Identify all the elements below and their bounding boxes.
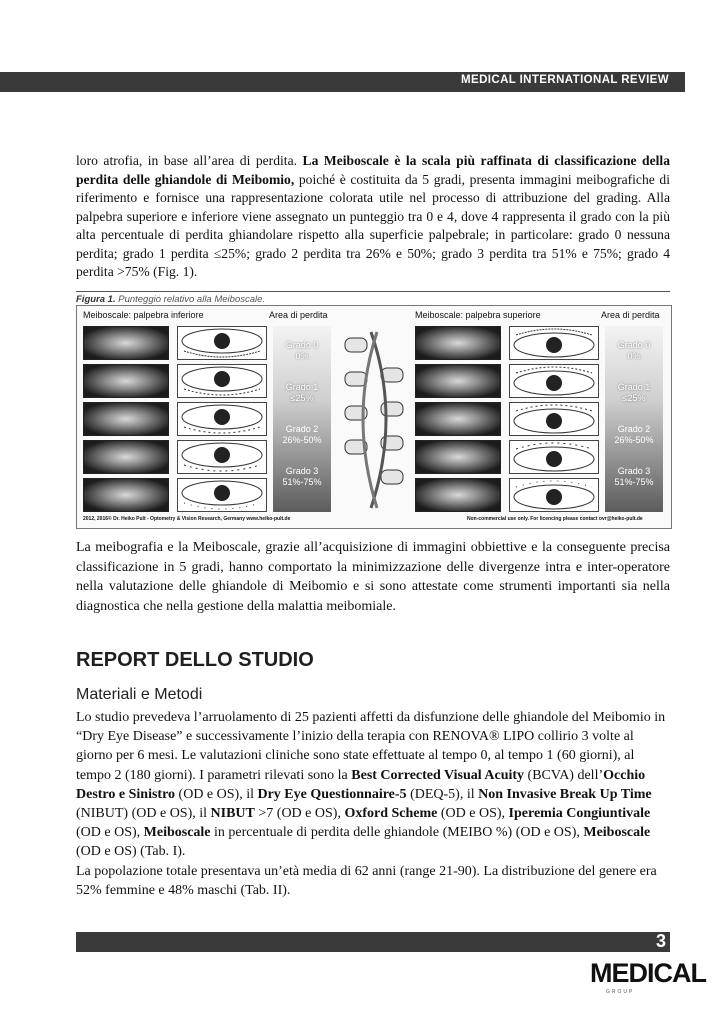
eyelid-drawing <box>509 478 599 512</box>
meibography-photo <box>83 402 169 436</box>
methods-bold: Best Corrected Visual Acuity <box>351 767 525 783</box>
page-number: 3 <box>655 931 666 951</box>
eyelid-drawing <box>177 364 267 398</box>
right-grade-scale <box>605 326 663 512</box>
figure-credit-right: Non-commercial use only. For licencing please contact ovr@heiko-pult.de <box>467 516 643 522</box>
methods-bold: Meiboscale <box>143 825 211 841</box>
methods-text: (BCVA) dell’ <box>524 767 604 783</box>
meibography-photo <box>83 440 169 474</box>
figure-caption-text: Punteggio relativo alla Meiboscale. <box>115 294 266 305</box>
left-photos <box>83 326 169 512</box>
methods-text: (OD e OS) (Tab. I). <box>76 844 186 860</box>
methods-bold: Meiboscale <box>583 825 651 841</box>
left-area-label: Area di perdita <box>269 310 328 320</box>
grade-name: Grado 1 <box>285 382 319 392</box>
figure-credit-left: 2012, 2016© Dr. Heiko Pult - Optometry & Vision Research, Germany www.heiko-pult.de <box>83 516 291 522</box>
meibography-photo <box>83 326 169 360</box>
methods-text: >7 (OD e OS), <box>254 806 345 822</box>
methods-text: La popolazione totale presentava un’età media di 62 anni (range 21-90). La distribuzione del genere era 52% femmine e 48% maschi (Tab. II). <box>76 863 657 898</box>
intro-text-2: poiché è costituita da 5 gradi, presenta immagini meibografiche di riferimento e fornisce una rappresentazione colorata utile nel processo di attribuzione del grading. Alla palpebra superiore e inferiore viene assegnato un punteggio tra 0 e 4, dove 4 rappresenta il grado con la più alta percentuale di perdita ghiandolare rispetto alla superficie palpebrale; in particolare: grado 0 nessuna perdita; grado 1 perdita ≤25%; grado 2 perdita tra 26% e 50%; grado 3 perdita tra 51% e 75%; grado 4 perdita >75% (Fig. 1). <box>76 171 670 279</box>
meibography-photo <box>83 478 169 512</box>
meiboscale-figure <box>76 305 672 529</box>
grade-name: Grado 2 <box>617 424 651 434</box>
meibography-paragraph: La meibografia e la Meiboscale, grazie all’acquisizione di immagini obbiettive e la conseguente precisa classificazione in 5 gradi, hanno comportato la minimizzazione delle divergenze intra e inter-operatore nella valutazione delle ghiandole di Meibomio e si sono attestate come strumenti importanti sia nella diagnostica che nella gestione della malattia meibomiale. <box>76 540 670 614</box>
methods-bold: Occhio Destro e Sinistro <box>76 767 646 802</box>
eyelid-drawing <box>509 364 599 398</box>
eyelid-drawing <box>509 440 599 474</box>
left-grade-scale <box>273 326 331 512</box>
methods-text: (OD e OS), il <box>175 786 258 802</box>
left-panel-title: Meiboscale: palpebra inferiore <box>83 310 204 320</box>
figure-caption <box>76 291 670 305</box>
methods-text: (DEQ-5), il <box>406 786 479 802</box>
methods-text: in percentuale di perdita delle ghiandole (MEIBO %) (OD e OS), <box>210 825 584 841</box>
medical-group-logo: MEDICAL <box>590 958 706 988</box>
grade-name: Grado 3 <box>285 466 319 476</box>
methods-text: (OD e OS), <box>437 806 509 822</box>
grade-value: ≤25% <box>290 393 314 403</box>
methods-bold: Dry Eye Questionnaire-5 <box>257 786 407 802</box>
grade-value: ≤25% <box>622 393 646 403</box>
grade-name: Grado 3 <box>617 466 651 476</box>
meibography-photo <box>415 478 501 512</box>
grade-value: 51%-75% <box>614 477 654 487</box>
right-panel-title: Meiboscale: palpebra superiore <box>415 310 541 320</box>
intro-paragraph <box>76 152 670 282</box>
methods-paragraph <box>76 708 672 900</box>
meibography-photo <box>415 402 501 436</box>
journal-title: MEDICAL INTERNATIONAL REVIEW <box>461 74 669 86</box>
grade-value: 0% <box>627 351 641 361</box>
methods-bold: Oxford Scheme <box>344 806 438 822</box>
eyelid-drawing <box>177 478 267 512</box>
report-heading: REPORT DELLO STUDIO <box>76 649 314 671</box>
meibography-photo <box>415 364 501 398</box>
methods-text: (OD e OS), <box>76 825 144 841</box>
eyelid-drawing <box>177 326 267 360</box>
methods-bold: Iperemia Congiuntivale <box>508 806 651 822</box>
intro-bold: La Meiboscale è la scala più raffinata di classificazione della perdita delle ghiandole di Meibomio, <box>76 153 670 187</box>
right-photos <box>415 326 501 512</box>
meibography-photo <box>83 364 169 398</box>
intro-text-1: loro atrofia, in base all’area di perdita. <box>76 153 303 168</box>
methods-bold: Non Invasive Break Up Time <box>478 786 652 802</box>
meibography-photo <box>415 326 501 360</box>
eyelid-drawing <box>509 402 599 436</box>
grade-name: Grado 1 <box>617 382 651 392</box>
footer-bar <box>76 932 670 952</box>
grade-name: Grado 0 <box>617 340 651 350</box>
meibography-photo <box>415 440 501 474</box>
eyelid-drawing <box>177 402 267 436</box>
header-bar <box>0 72 685 92</box>
eyelid-drawing <box>177 440 267 474</box>
methods-text: (NIBUT) (OD e OS), il <box>76 806 211 822</box>
grade-name: Grado 0 <box>285 340 319 350</box>
right-area-label: Area di perdita <box>601 310 660 320</box>
grade-name: Grado 2 <box>285 424 319 434</box>
grade-value: 0% <box>295 351 309 361</box>
left-drawings <box>177 326 267 512</box>
gland-illustration <box>341 328 407 512</box>
grade-value: 26%-50% <box>614 435 654 445</box>
right-drawings <box>509 326 599 512</box>
grade-value: 51%-75% <box>282 477 322 487</box>
logo-subtitle: GROUP <box>606 989 635 995</box>
eyelid-drawing <box>509 326 599 360</box>
figure-caption-label: Figura 1. <box>76 294 116 305</box>
methods-subheading: Materiali e Metodi <box>76 686 203 703</box>
grade-value: 26%-50% <box>282 435 322 445</box>
methods-bold: NIBUT <box>210 806 255 822</box>
methods-text: Lo studio prevedeva l’arruolamento di 25 pazienti affetti da disfunzione delle ghiandole del Meibomio in “Dry Eye Disease” e successivamente l’inizio della terapia con RENOVA® LIPO collirio 3 volte al giorno per 6 mesi. Le valutazioni cliniche sono state effettuate al tempo 0, al tempo 1 (60 giorni), al tempo 2 (180 giorni). I parametri rilevati sono la <box>76 710 666 783</box>
